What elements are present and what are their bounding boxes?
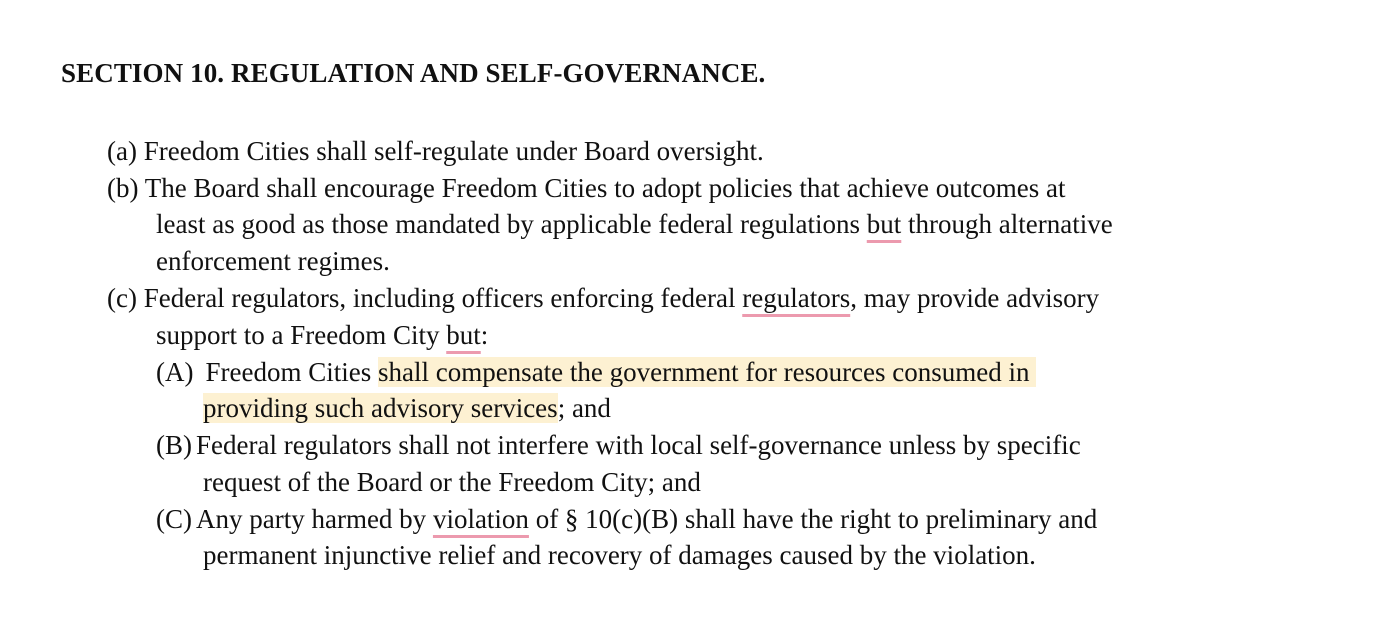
highlighted-comment-text-1[interactable]: shall compensate the government for resources consumed in bbox=[378, 357, 1036, 387]
subparagraph-B-label: (B) bbox=[156, 430, 192, 460]
subparagraph-B-text-1: Federal regulators shall not interfere with local self-governance unless by specific bbox=[196, 430, 1081, 460]
subparagraph-C-label: (C) bbox=[156, 504, 192, 534]
paragraph-a-label: (a) bbox=[107, 136, 137, 166]
paragraph-a bbox=[107, 133, 764, 169]
section-heading: SECTION 10. REGULATION AND SELF-GOVERNANCE. bbox=[61, 58, 766, 88]
paragraph-c-line-1 bbox=[107, 280, 1099, 316]
paragraph-c-text-2b: : bbox=[480, 320, 489, 350]
paragraph-c-text-1b: , may provide advisory bbox=[850, 283, 1100, 313]
paragraph-c-text-1a: Federal regulators, including officers enforcing federal bbox=[143, 283, 743, 313]
paragraph-b-text-2b: through alternative bbox=[901, 209, 1113, 239]
subparagraph-A-line-1 bbox=[156, 354, 1036, 390]
flagged-word-regulators[interactable]: regulators bbox=[742, 283, 851, 313]
flagged-word-but-2[interactable]: but bbox=[446, 320, 481, 350]
paragraph-b-label: (b) bbox=[107, 173, 139, 203]
flagged-word-violation[interactable]: violation bbox=[432, 504, 529, 534]
paragraph-c-label: (c) bbox=[107, 283, 137, 313]
paragraph-c-line-2 bbox=[156, 317, 488, 353]
highlighted-comment-text-2[interactable]: providing such advisory services bbox=[203, 393, 558, 423]
paragraph-b-line-3 bbox=[156, 243, 390, 279]
subparagraph-A-line-2 bbox=[203, 390, 611, 426]
paragraph-b-text-1: The Board shall encourage Freedom Cities to adopt policies that achieve outcomes at bbox=[144, 173, 1066, 203]
flagged-word-but-1[interactable]: but bbox=[866, 209, 902, 239]
subparagraph-C-line-2 bbox=[203, 537, 1036, 573]
paragraph-c-text-2a: support to a Freedom City bbox=[156, 320, 447, 350]
paragraph-b-text-2a: least as good as those mandated by applicable federal regulations bbox=[156, 209, 867, 239]
paragraph-b-line-2 bbox=[156, 206, 1113, 242]
subparagraph-B-line-1 bbox=[156, 427, 1081, 463]
subparagraph-A-label: (A) bbox=[156, 357, 194, 387]
subparagraph-C-text-2: permanent injunctive relief and recovery of damages caused by the violation. bbox=[203, 540, 1036, 570]
paragraph-b-line-1 bbox=[107, 170, 1065, 206]
subparagraph-A-text-1a: Freedom Cities bbox=[205, 357, 378, 387]
subparagraph-C-text-1a: Any party harmed by bbox=[196, 504, 433, 534]
subparagraph-C-text-1b: of § 10(c)(B) shall have the right to preliminary and bbox=[528, 504, 1098, 534]
paragraph-a-text: Freedom Cities shall self-regulate under Board oversight. bbox=[143, 136, 764, 166]
subparagraph-B-line-2 bbox=[203, 464, 701, 500]
subparagraph-C-line-1 bbox=[156, 501, 1097, 537]
subparagraph-A-text-2b: ; and bbox=[557, 393, 611, 423]
subparagraph-B-text-2: request of the Board or the Freedom City; and bbox=[203, 467, 701, 497]
paragraph-b-text-3: enforcement regimes. bbox=[156, 246, 390, 276]
